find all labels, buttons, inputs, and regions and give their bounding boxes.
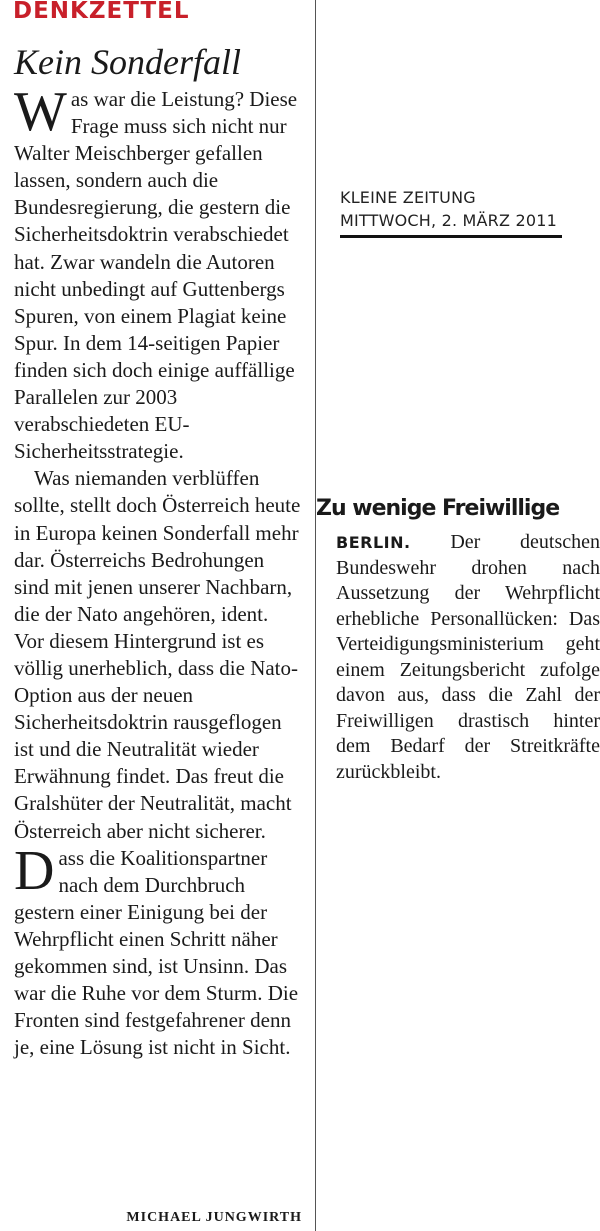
paragraph-1-text: as war die Leistung? Diese Frage muss sich nicht nur Walter Meischberger gefallen lassen, sondern auch die Bundesregierung, die gestern die Sicherheitsdoktrin verabschiedet hat. Zwar wandeln die Autoren nicht unbedingt auf Guttenbergs Spuren, von einem Plagiat keine Spur. In dem 14-seitigen Papier finden sich doch einige auffällige Parallelen zur 2003 verabschiedeten EU-Sicherheitsstrategie. — [14, 87, 298, 464]
news-headline: Zu wenige Freiwillige — [316, 496, 560, 521]
commentary-headline: Kein Sonderfall — [14, 42, 241, 82]
publication-date: MITTWOCH, 2. MÄRZ 2011 — [340, 211, 557, 230]
column-divider — [315, 0, 316, 1231]
newspaper-name: KLEINE ZEITUNG — [340, 188, 476, 207]
dropcap-d: D — [14, 839, 55, 902]
source-info — [340, 186, 557, 232]
section-kicker: DENKZETTEL — [13, 0, 190, 24]
commentary-body — [14, 81, 302, 1061]
paragraph-3 — [14, 839, 302, 1062]
paragraph-2: Was niemanden verblüffen sollte, stellt doch Österreich heute in Europa keinen Sonderfall mehr dar. Österreichs Bedrohungen sind mit jenen unserer Nachbarn, die der Nato angehören, ident. Vor diesem Hintergrund ist es völlig unerheblich, dass die Nato-Option aus der neuen Sicherheitsdoktrin rausgeflogen ist und die Neutralität wieder Erwähnung findet. Das freut die Gralshüter der Neutralität, macht Österreich aber nicht sicherer. — [14, 466, 301, 843]
author-byline: MICHAEL JUNGWIRTH — [126, 1210, 302, 1225]
commentary-column — [13, 0, 302, 1225]
news-text: Der deutschen Bundeswehr drohen nach Aussetzung der Wehrpflicht erhebliche Personallücken: Das Verteidigungsministerium geht einem Zeitungsbericht zufolge davon aus, dass die Zahl der Freiwilligen drastisch hinter dem Bedarf der Streitkräfte zurückbleibt. — [336, 531, 600, 783]
source-underline — [340, 235, 562, 238]
news-dateline: BERLIN. — [336, 533, 411, 552]
news-body — [336, 530, 600, 785]
paragraph-3-text: ass die Koalitionspartner nach dem Durchbruch gestern einer Einigung bei der Wehrpflicht einen Schritt näher gekommen sind, ist Unsinn. Das war die Ruhe vor dem Sturm. Die Fronten sind festgefahrener denn je, eine Lösung ist nicht in Sicht. — [14, 845, 299, 1060]
dropcap-w: W — [14, 81, 67, 143]
paragraph-1 — [14, 81, 302, 465]
